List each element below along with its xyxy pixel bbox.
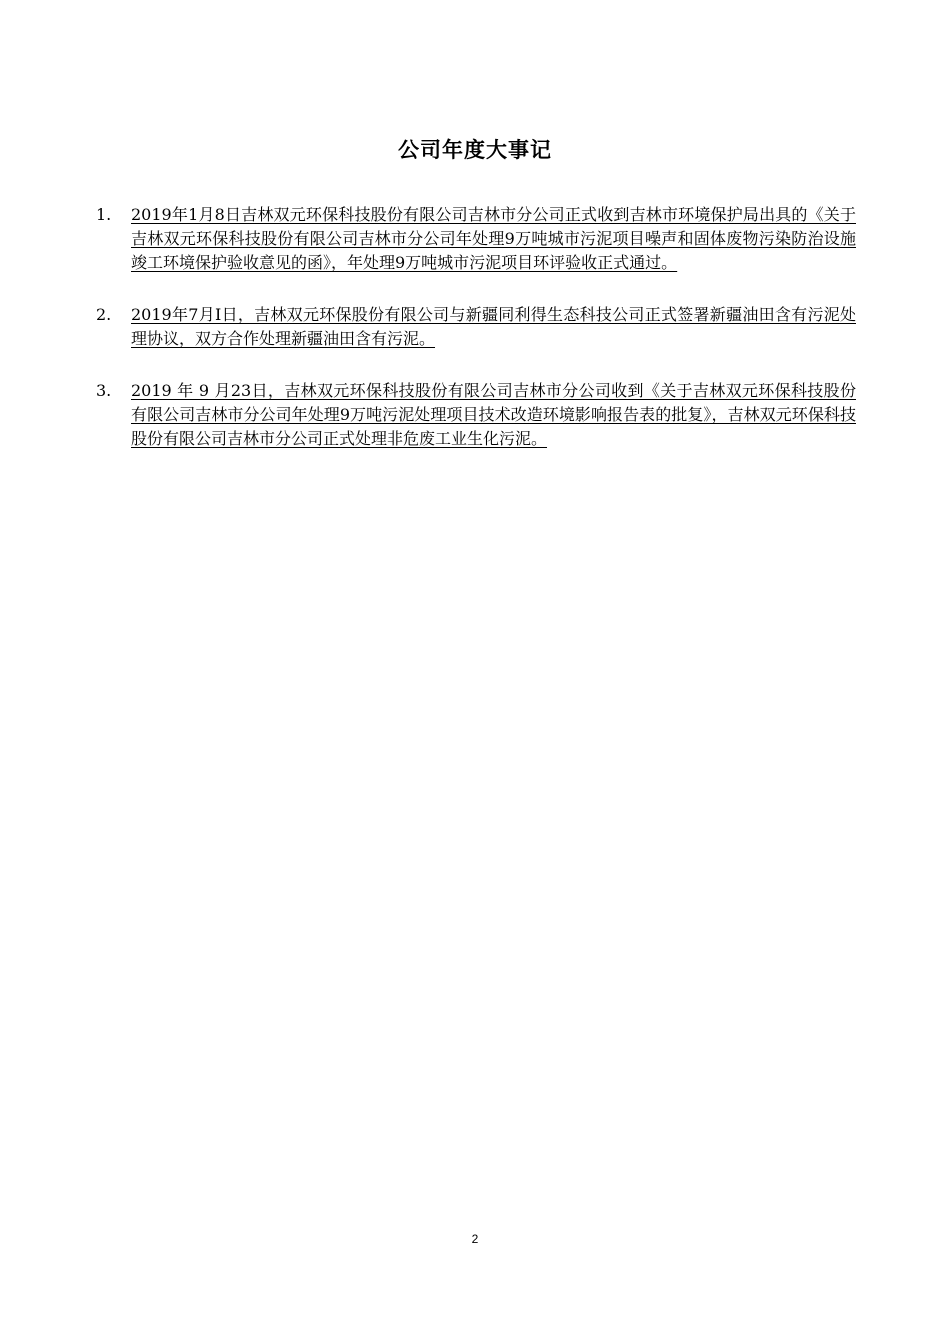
list-item-number: 2.: [96, 305, 112, 324]
list-item-text: 2019年1月8日吉林双元环保科技股份有限公司吉林市分公司正式收到吉林市环境保护局出具的《关于吉林双元环保科技股份有限公司吉林市分公司年处理9万吨城市污泥项目噪声和固体废物污染防治设施竣工环境保护验收意见的函》，年处理9万吨城市污泥项目环评验收正式通过。: [131, 205, 856, 272]
list-item-text: 2019 年 9 月23日，吉林双元环保科技股份有限公司吉林市分公司收到《关于吉林双元环保科技股份有限公司吉林市分公司年处理9万吨污泥处理项目技术改造环境影响报告表的批复》，吉林双元环保科技股份有限公司吉林市分公司正式处理非危废工业生化污泥。: [131, 381, 856, 448]
list-item-number: 1.: [96, 205, 112, 224]
list-item: [96, 303, 856, 351]
list-item: [96, 379, 856, 451]
list-item-number: 3.: [96, 381, 112, 400]
event-list: [96, 203, 856, 479]
list-item-text: 2019年7月I日，吉林双元环保股份有限公司与新疆同利得生态科技公司正式签署新疆油田含有污泥处理协议，双方合作处理新疆油田含有污泥。: [131, 305, 856, 348]
page-title: 公司年度大事记: [398, 138, 552, 162]
list-item: [96, 203, 856, 275]
page-number: 2: [471, 1232, 479, 1246]
